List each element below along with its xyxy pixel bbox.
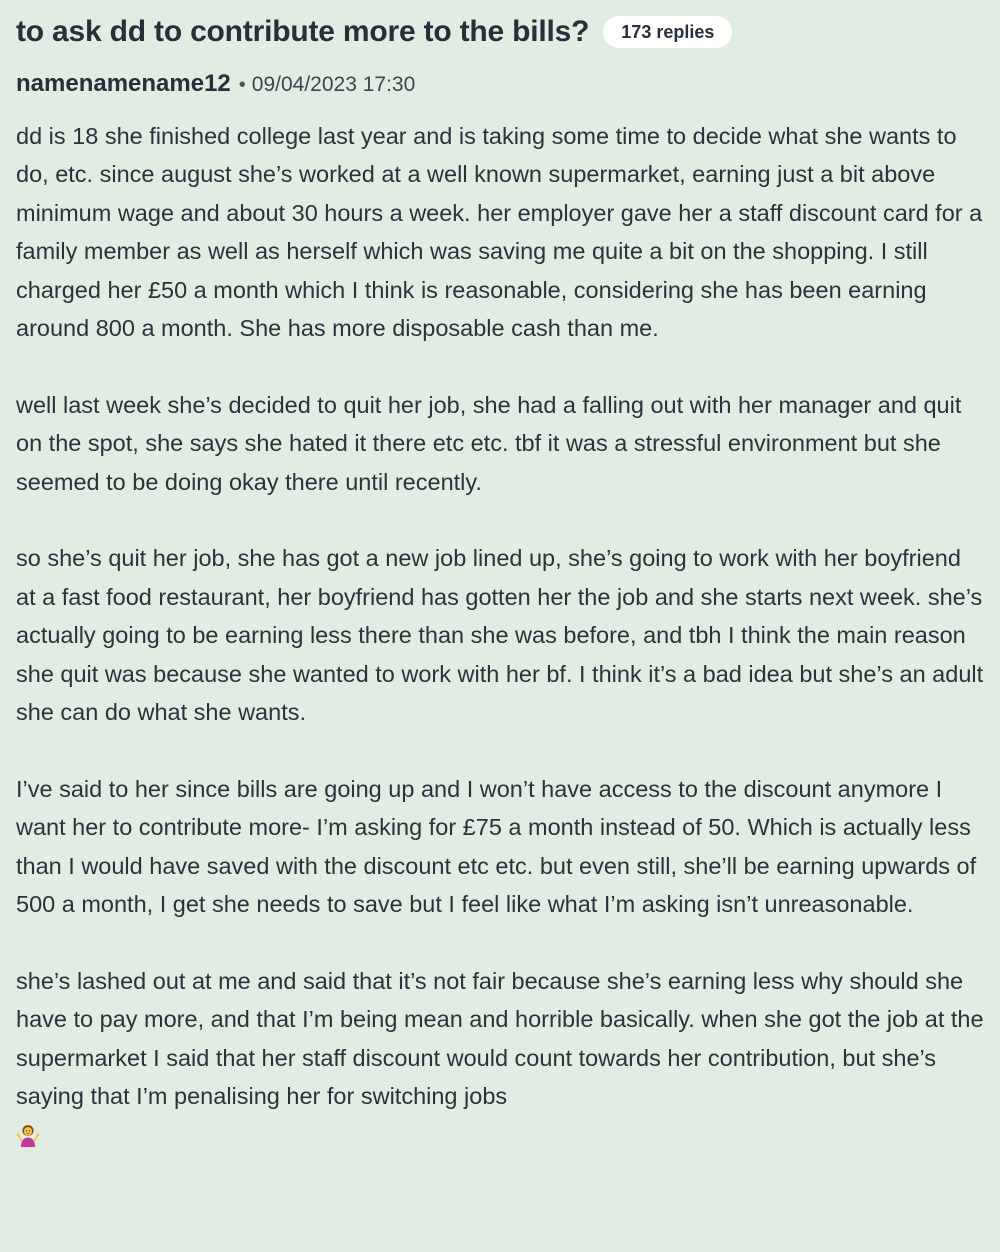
person-shrugging-icon xyxy=(16,1120,40,1144)
post-paragraph-4: I’ve said to her since bills are going up and I won’t have access to the discount anymore I want her to contribute more- I’m asking for £75 a month instead of 50. Which is actually less than I would have saved with the discount etc etc. but even still, she’ll be earning upwards of 500 a month, I get she needs to save but I feel like what I’m asking isn’t unreasonable. xyxy=(16,775,977,918)
post-meta xyxy=(16,64,984,104)
post-paragraph-5-wrapper xyxy=(16,962,984,1154)
meta-separator: • xyxy=(238,74,246,96)
post-paragraph-2: well last week she’s decided to quit her job, she had a falling out with her manager and quit on the spot, she says she hated it there etc etc. tbf it was a stressful environment but she seemed to be doing okay there until recently. xyxy=(16,391,962,495)
post-timestamp: 09/04/2023 17:30 xyxy=(251,73,416,96)
post-paragraph-5: she’s lashed out at me and said that it’s not fair because she’s earning less why should she have to pay more, and that I’m being mean and horrible basically. when she got the job at the supermarket I said that her staff discount would count towards her contribution, but she’s saying that I’m penalising her for switching jobs xyxy=(16,967,984,1110)
thread-header xyxy=(16,0,984,64)
post-paragraph-1: dd is 18 she finished college last year and is taking some time to decide what she wants to do, etc. since august she’s worked at a well known supermarket, earning just a bit above minimum wage and about 30 hours a week. her employer gave her a staff discount card for a family member as well as herself which was saving me quite a bit on the shopping. I still charged her £50 a month which I think is reasonable, considering she has been earning around 800 a month. She has more disposable cash than me. xyxy=(16,123,983,342)
post-paragraph-3: so she’s quit her job, she has got a new job lined up, she’s going to work with her boyfriend at a fast food restaurant, her boyfriend has gotten her the job and she starts next week. she’s actually going to be earning less there than she was before, and tbh I think the main reason she quit was because she wanted to work with her bf. I think it’s a bad idea but she’s an adult she can do what she wants. xyxy=(16,545,984,726)
thread-title[interactable]: to ask dd to contribute more to the bills? xyxy=(16,15,590,48)
post-author[interactable]: namenamename12 xyxy=(16,70,231,97)
replies-count-badge[interactable]: 173 replies xyxy=(603,16,732,48)
post-body xyxy=(16,117,984,1154)
